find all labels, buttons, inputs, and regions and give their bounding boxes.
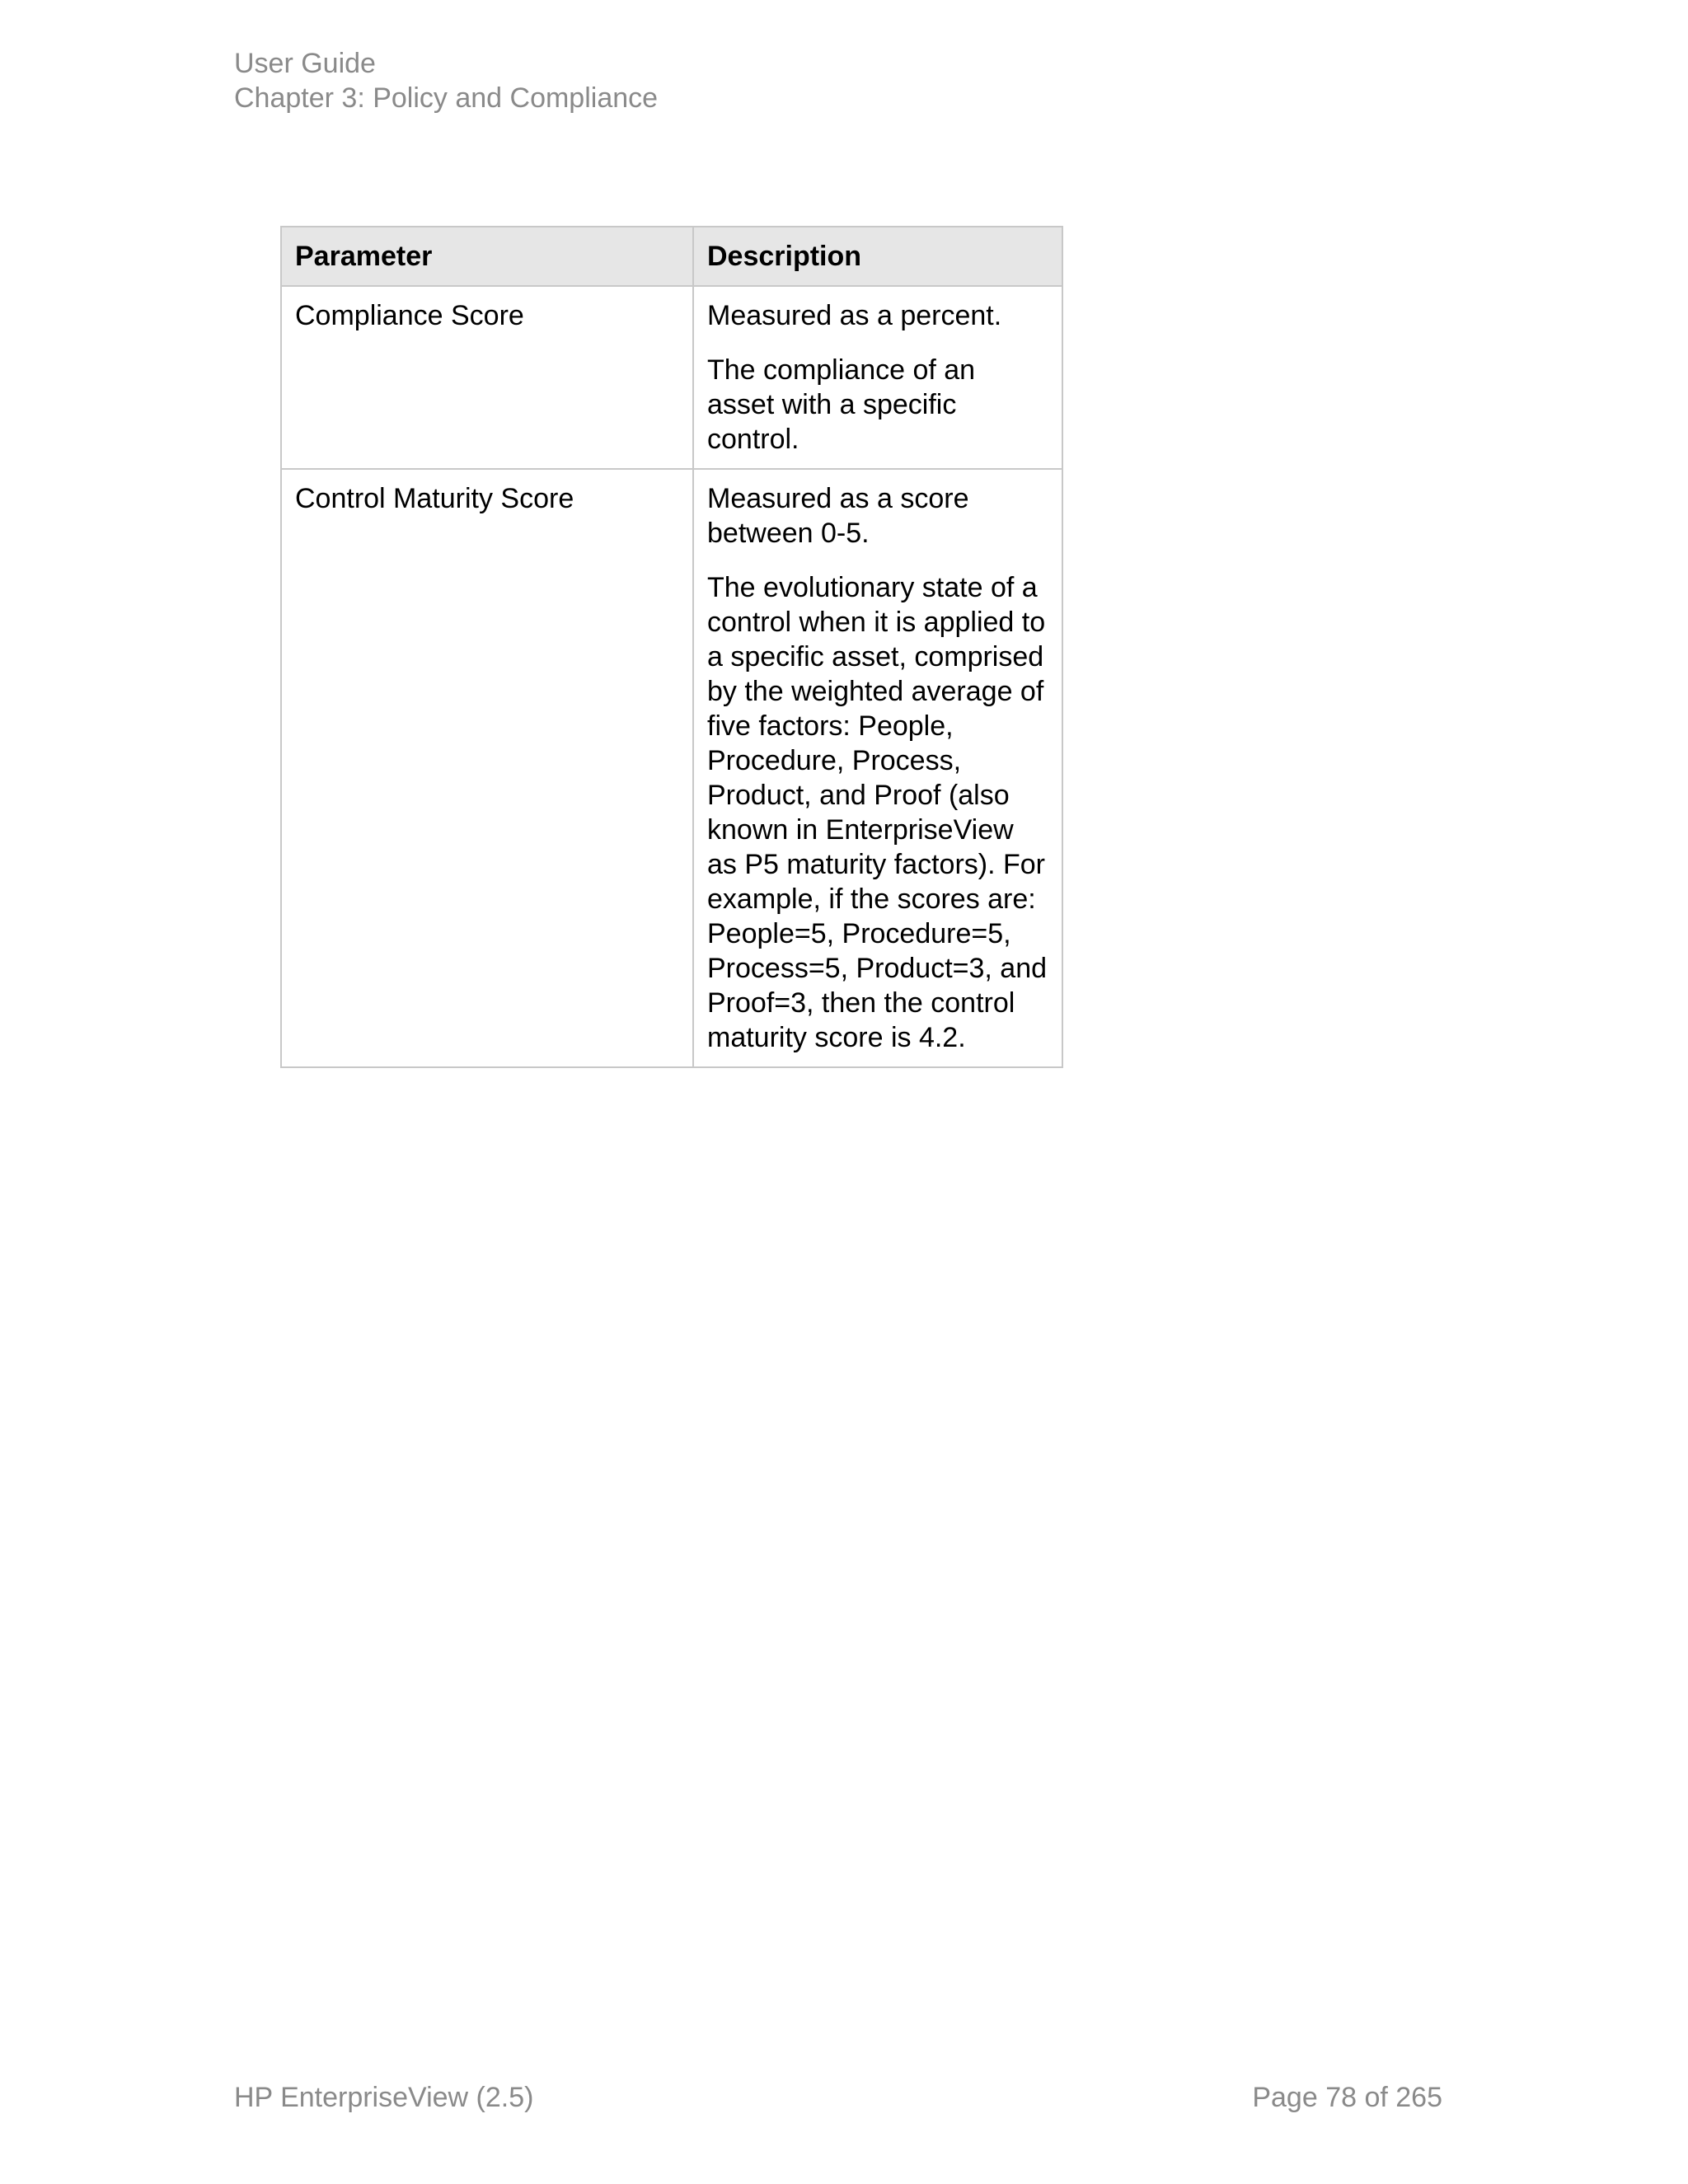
column-header-description: Description <box>693 227 1062 286</box>
column-header-parameter: Parameter <box>281 227 693 286</box>
description-cell <box>693 469 1062 1067</box>
page-header <box>234 46 658 115</box>
table-row <box>281 286 1062 469</box>
table-row <box>281 469 1062 1067</box>
parameter-table <box>280 226 1063 1068</box>
description-paragraph: The compliance of an asset with a specific control. <box>707 354 976 455</box>
description-paragraph: Measured as a percent. <box>707 300 1002 331</box>
description-cell <box>693 286 1062 469</box>
footer-product: HP EnterpriseView (2.5) <box>234 2082 534 2113</box>
description-paragraph: Measured as a score between 0-5. <box>707 483 969 549</box>
parameter-cell: Control Maturity Score <box>281 469 693 1067</box>
header-chapter-title: Chapter 3: Policy and Compliance <box>234 82 659 114</box>
parameter-cell: Compliance Score <box>281 286 693 469</box>
description-paragraph: The evolutionary state of a control when it is applied to a specific asset, comprised by the weighted average of five factors: People, Procedure, Process, Product, and Proof (also known in EnterpriseView as P5 maturity factors). For example, if the scores are: People=5, Procedure=5, Process=5, Product=3, and Proof=3, then the control maturity score is 4.2. <box>707 572 1048 1053</box>
table-header-row <box>281 227 1062 286</box>
header-guide-title: User Guide <box>234 48 376 79</box>
footer-page-number: Page 78 of 265 <box>1252 2082 1442 2113</box>
